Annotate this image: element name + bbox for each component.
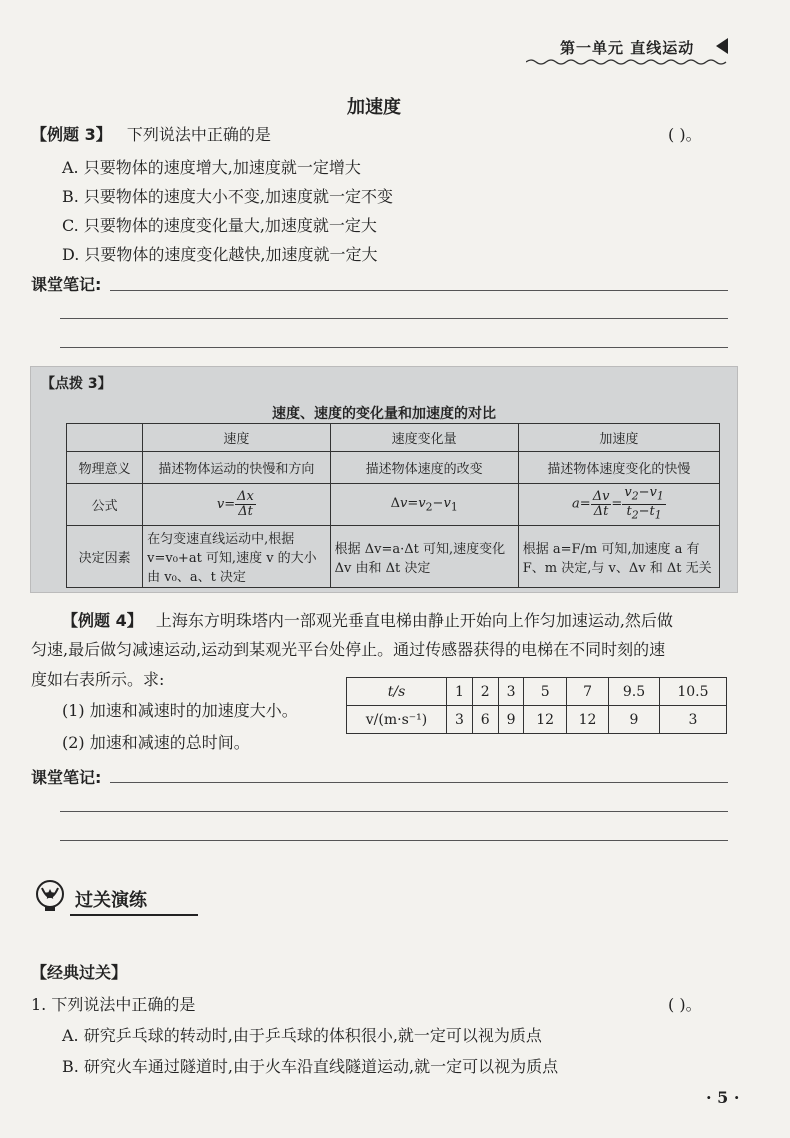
table-cell: 公式 xyxy=(67,484,143,526)
section-title: 加速度 xyxy=(347,97,401,118)
note-line[interactable] xyxy=(60,347,728,348)
example3-option-a: A. 只要物体的速度增大,加速度就一定增大 xyxy=(62,158,361,177)
table-row xyxy=(347,706,727,734)
page-number: · 5 · xyxy=(706,1088,740,1107)
table-cell: 决定因素 xyxy=(67,526,143,588)
table-cell: 9.5 xyxy=(609,678,660,706)
classic-tag: 【经典过关】 xyxy=(31,963,128,982)
table-cell: 根据 Δv=a·Δt 可知,速度变化 Δv 由和 Δt 决定 xyxy=(330,526,518,588)
example3-tag: 【例题 3】 xyxy=(31,125,112,144)
pass-practice-title: 过关演练 xyxy=(75,890,147,911)
table-header-cell xyxy=(67,424,143,452)
example3-answer-bracket: ( )。 xyxy=(668,125,702,144)
class-notes-label: 课堂笔记: xyxy=(31,275,102,294)
question1-stem: 1. 下列说法中正确的是 xyxy=(31,995,196,1014)
table-cell: 根据 a=F/m 可知,加速度 a 有 F、m 决定,与 v、Δv 和 Δt 无关 xyxy=(518,526,719,588)
table-cell: 物理意义 xyxy=(67,452,143,484)
table-header-cell: 加速度 xyxy=(518,424,719,452)
example4-question2: (2) 加速和减速的总时间。 xyxy=(62,733,250,752)
triangle-marker-icon xyxy=(716,38,728,54)
example3-option-c: C. 只要物体的速度变化量大,加速度就一定大 xyxy=(62,216,377,235)
comparison-table xyxy=(66,423,720,588)
example3-question: 下列说法中正确的是 xyxy=(126,125,271,144)
table-cell: 12 xyxy=(566,706,608,734)
table-cell: 9 xyxy=(609,706,660,734)
table-cell: 描述物体运动的快慢和方向 xyxy=(143,452,330,484)
table-header-cell: 速度 xyxy=(143,424,330,452)
table-cell: 3 xyxy=(498,678,524,706)
formula-acceleration: a= $\frac{\Delta v}{\Delta t}$ = $\frac{v_2-v_1}{t_2-t_1}$ xyxy=(518,484,719,526)
example4-text: 上海东方明珠塔内一部观光垂直电梯由静止开始向上作匀加速运动,然后做 xyxy=(155,611,673,630)
table-cell: 3 xyxy=(659,706,726,734)
elevator-data-table xyxy=(346,677,727,734)
table-cell: 3 xyxy=(447,706,473,734)
table-row xyxy=(67,424,720,452)
note-line[interactable] xyxy=(60,811,728,812)
table-cell: 1 xyxy=(447,678,473,706)
question1-option-a: A. 研究乒乓球的转动时,由于乒乓球的体积很小,就一定可以视为质点 xyxy=(62,1026,542,1045)
tip-box xyxy=(30,366,738,593)
example4-line1 xyxy=(62,608,673,631)
table-row xyxy=(67,452,720,484)
tip-tag: 【点拨 3】 xyxy=(41,376,112,392)
example4-line2: 匀速,最后做匀减速运动,运动到某观光平台处停止。通过传感器获得的电梯在不同时刻的速 xyxy=(31,640,666,659)
table-header-cell: t/s xyxy=(347,678,447,706)
table-row xyxy=(347,678,727,706)
table-cell: 描述物体速度的改变 xyxy=(330,452,518,484)
trophy-icon xyxy=(30,876,70,916)
example4-tag: 【例题 4】 xyxy=(62,611,143,630)
formula-velocity-change: $\Delta v=v_2-v_1$ xyxy=(330,484,518,526)
note-line[interactable] xyxy=(110,290,728,291)
table-cell: 5 xyxy=(524,678,566,706)
example4-question1: (1) 加速和减速时的加速度大小。 xyxy=(62,701,298,720)
table-cell: 9 xyxy=(498,706,524,734)
table-cell: 6 xyxy=(472,706,498,734)
example3-stem xyxy=(31,122,271,145)
class-notes-label: 课堂笔记: xyxy=(31,768,102,787)
title-underline xyxy=(70,914,198,916)
formula-velocity: v= $\frac{\Delta x}{\Delta t}$ xyxy=(143,484,330,526)
note-line[interactable] xyxy=(60,840,728,841)
example4-line3: 度如右表所示。求: xyxy=(31,670,165,689)
table-cell: 7 xyxy=(566,678,608,706)
table-cell: 描述物体速度变化的快慢 xyxy=(518,452,719,484)
wavy-underline xyxy=(526,58,730,66)
table-cell: 在匀变速直线运动中,根据 v=v₀+at 可知,速度 v 的大小由 v₀、a、t 决定 xyxy=(143,526,330,588)
table-row xyxy=(67,484,720,526)
example3-option-b: B. 只要物体的速度大小不变,加速度就一定不变 xyxy=(62,187,394,206)
table-header-cell: v/(m·s⁻¹) xyxy=(347,706,447,734)
table-row xyxy=(67,526,720,588)
note-line[interactable] xyxy=(60,318,728,319)
tip-title: 速度、速度的变化量和加速度的对比 xyxy=(272,406,496,422)
question1-answer-bracket: ( )。 xyxy=(668,995,702,1014)
running-header: 第一单元 直线运动 xyxy=(560,39,695,57)
example3-option-d: D. 只要物体的速度变化越快,加速度就一定大 xyxy=(62,245,378,264)
note-line[interactable] xyxy=(110,782,728,783)
table-cell: 10.5 xyxy=(659,678,726,706)
question1-option-b: B. 研究火车通过隧道时,由于火车沿直线隧道运动,就一定可以视为质点 xyxy=(62,1057,559,1076)
table-cell: 12 xyxy=(524,706,566,734)
table-header-cell: 速度变化量 xyxy=(330,424,518,452)
table-cell: 2 xyxy=(472,678,498,706)
